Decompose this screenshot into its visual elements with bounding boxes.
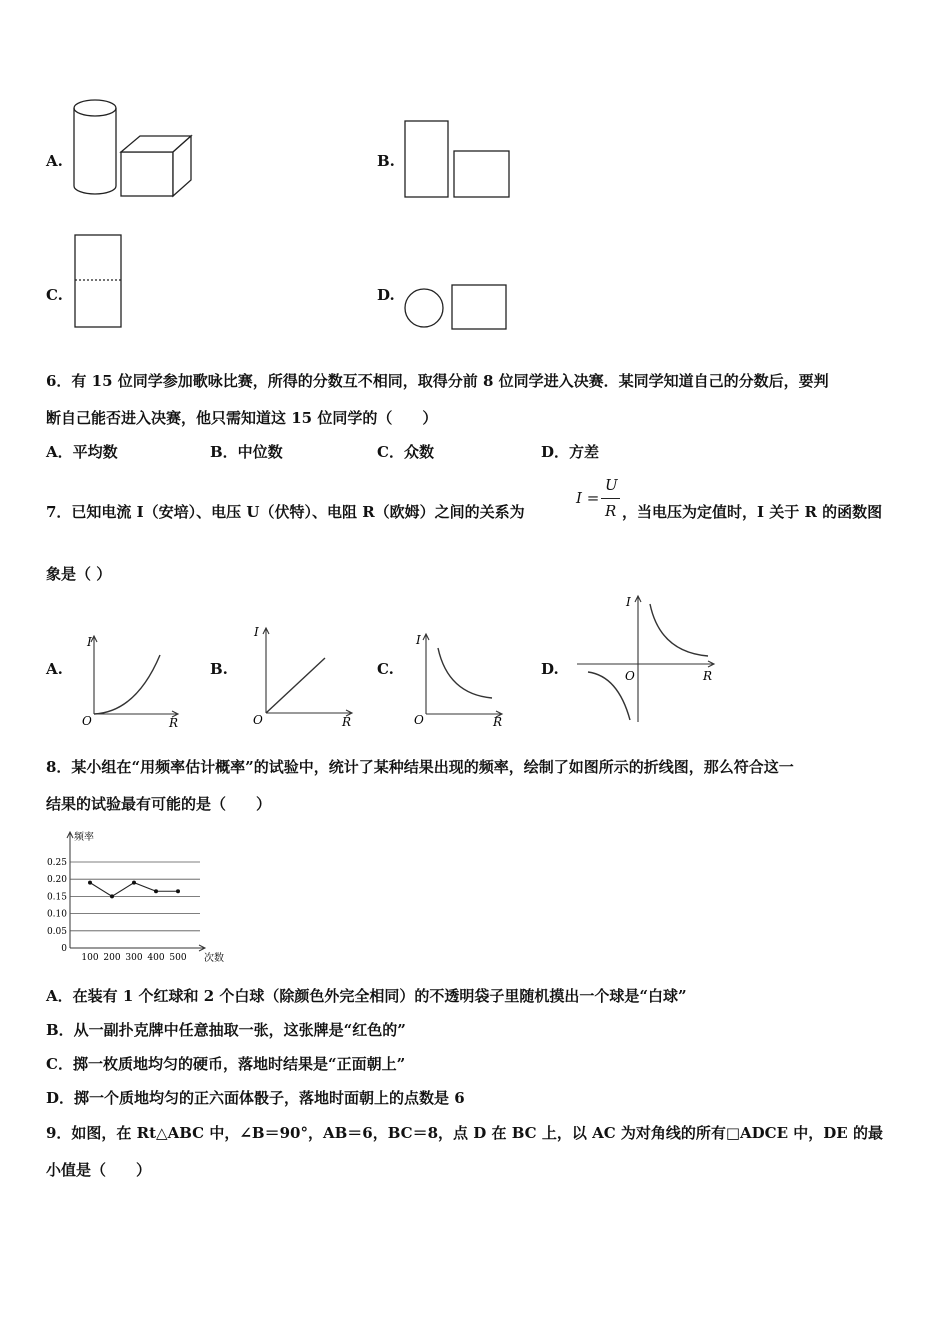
q5-option-c-figure	[72, 232, 126, 330]
curve-quadratic	[94, 655, 160, 714]
formula-lhs: I =	[576, 489, 600, 507]
cylinder-top	[74, 100, 116, 116]
circle	[405, 289, 443, 327]
origin-label: O	[253, 713, 263, 727]
q6-option-d: D．方差	[541, 443, 600, 461]
formula-denominator: R	[605, 502, 617, 520]
q8-option-c: C．掷一枚质地均匀的硬币，落地时结果是“正面朝上”	[46, 1055, 406, 1073]
y-axis-label: I	[626, 595, 631, 609]
tall-rectangle	[405, 121, 448, 197]
series-line	[90, 883, 178, 897]
q7-graph-c	[408, 628, 508, 728]
q7-graph-a	[78, 628, 184, 728]
y-axis-label: 频率	[74, 832, 94, 843]
q8-option-b: B．从一副扑克牌中任意抽取一张，这张牌是“红色的”	[46, 1021, 406, 1039]
short-rectangle	[454, 151, 509, 197]
q5-option-a-label: A.	[46, 152, 63, 170]
x-tick-label: 500	[169, 953, 187, 963]
x-tick-label: 200	[103, 953, 121, 963]
q5-option-d-label: D.	[377, 286, 395, 304]
q5-option-d-figure	[402, 282, 512, 332]
q7-option-a-label: A.	[46, 660, 63, 678]
y-tick-label: 0.10	[46, 909, 67, 920]
y-tick-label: 0	[61, 944, 67, 954]
q5-option-b-label: B.	[377, 152, 395, 170]
y-tick-label: 0.15	[46, 892, 67, 903]
q7-stem-post: ，当电压为定值时，I 关于 R 的函数图	[622, 503, 883, 521]
curve-branch-lower	[588, 672, 630, 720]
q8-option-d: D．掷一个质地均匀的正六面体骰子，落地时面朝上的点数是 6	[46, 1089, 465, 1107]
q7-option-d-label: D.	[541, 660, 559, 678]
q8-stem-line1: 8．某小组在“用频率估计概率”的试验中，统计了某种结果出现的频率，绘制了如图所示的折线图，那么符合这一	[46, 758, 794, 776]
data-point	[110, 894, 114, 898]
data-point	[132, 881, 136, 885]
q7-option-b-label: B.	[210, 660, 228, 678]
origin-label: O	[625, 669, 635, 683]
formula-numerator: U	[605, 476, 618, 494]
q8-stem-line2: 结果的试验最有可能的是（ ）	[46, 795, 272, 813]
q7-graph-b	[248, 620, 358, 728]
cube-front	[121, 152, 173, 196]
x-tick-label: 300	[125, 953, 143, 963]
cylinder-bottom	[74, 186, 116, 194]
q9-stem-line1: 9．如图，在 Rt△ABC 中，∠B＝90°，AB＝6，BC＝8，点 D 在 BC 上，以 AC 为对角线的所有□ADCE 中，DE 的最	[46, 1124, 883, 1142]
q9-stem-line2: 小值是（ ）	[46, 1161, 152, 1179]
origin-label: O	[414, 713, 424, 727]
rectangle	[75, 235, 121, 327]
line-proportional	[266, 658, 325, 713]
y-axis-label: I	[87, 635, 92, 649]
x-tick-label: 100	[81, 953, 99, 963]
q5-option-b-figure	[402, 118, 514, 200]
x-tick-label: 400	[147, 953, 165, 963]
square	[452, 285, 506, 329]
data-point	[176, 889, 180, 893]
origin-label: O	[82, 714, 92, 728]
x-axis-label: R	[342, 715, 352, 728]
q6-stem-line1: 6．有 15 位同学参加歌咏比赛，所得的分数互不相同，取得分前 8 位同学进入决赛．某同学知道自己的分数后，要判	[46, 372, 829, 390]
q7-formula	[576, 476, 626, 524]
data-point	[88, 881, 92, 885]
x-axis-label: R	[703, 669, 713, 683]
y-tick-label: 0.05	[46, 926, 67, 937]
q7-graph-d	[574, 590, 719, 724]
q6-option-a: A．平均数	[46, 443, 118, 461]
q6-stem-line2: 断自己能否进入决赛，他只需知道这 15 位同学的（ ）	[46, 409, 438, 427]
q7-stem-pre: 7．已知电流 I（安培）、电压 U（伏特）、电阻 R（欧姆）之间的关系为	[46, 503, 525, 521]
q6-option-c: C．众数	[377, 443, 434, 461]
fraction-bar	[601, 498, 620, 499]
frequency-line-chart	[40, 828, 230, 968]
y-axis-label: I	[416, 633, 421, 647]
x-axis-label: R	[493, 715, 503, 728]
q7-option-c-label: C.	[377, 660, 394, 678]
q7-stem-line2: 象是（ ）	[46, 565, 112, 583]
q5-option-c-label: C.	[46, 286, 63, 304]
curve-branch-upper	[650, 604, 708, 656]
x-axis-label: 次数	[204, 953, 224, 964]
y-tick-label: 0.25	[46, 858, 67, 868]
q6-option-b: B．中位数	[210, 443, 283, 461]
data-point	[154, 889, 158, 893]
q5-option-a-figure	[72, 98, 197, 200]
y-axis-label: I	[254, 625, 259, 639]
y-tick-label: 0.20	[46, 875, 67, 886]
curve-inverse	[438, 648, 492, 698]
q8-option-a: A．在装有 1 个红球和 2 个白球（除颜色外完全相同）的不透明袋子里随机摸出一个球是“白球”	[46, 987, 687, 1005]
x-axis-label: R	[169, 716, 179, 728]
